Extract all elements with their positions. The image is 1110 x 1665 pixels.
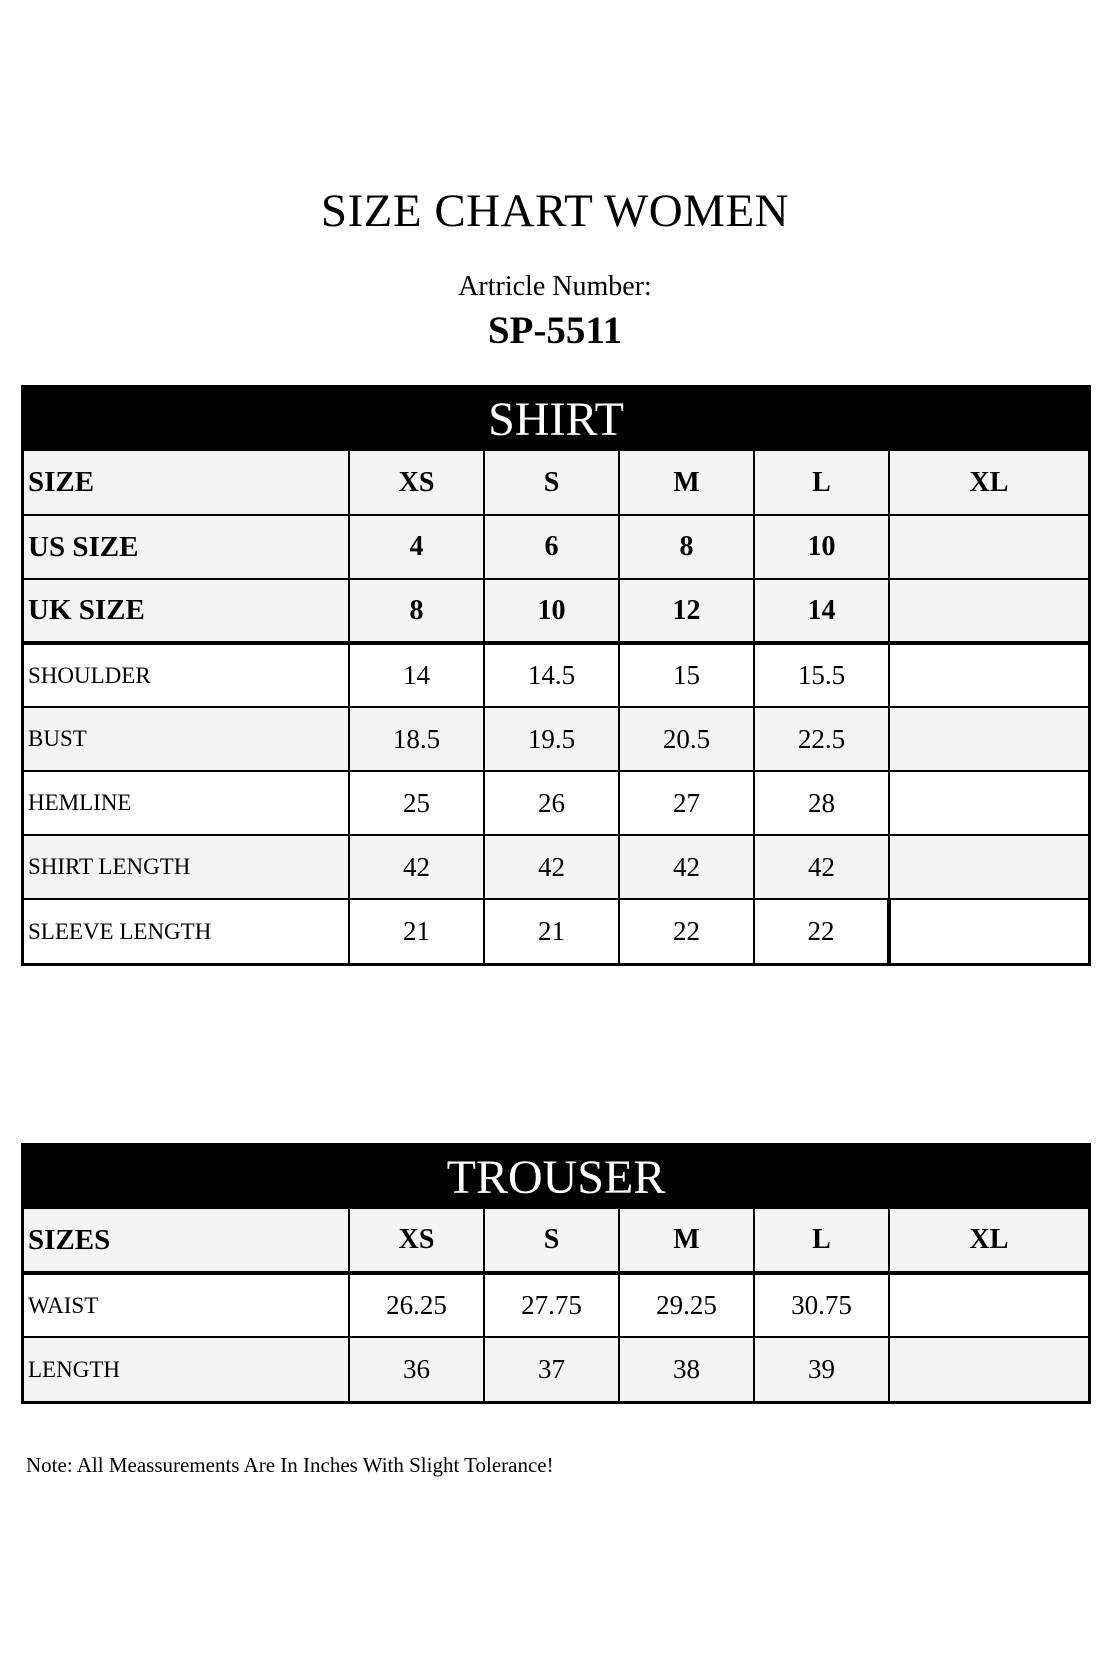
trouser-size-table bbox=[21, 1143, 1091, 1404]
table-cell: 25 bbox=[349, 771, 484, 835]
table-cell: 18.5 bbox=[349, 707, 484, 771]
table-cell: 10 bbox=[484, 579, 619, 643]
table-cell: 19.5 bbox=[484, 707, 619, 771]
shirt-section-title: SHIRT bbox=[24, 388, 1088, 451]
table-row-shoulder bbox=[24, 643, 1088, 707]
table-cell: 27 bbox=[619, 771, 754, 835]
table-cell: 15 bbox=[619, 643, 754, 707]
row-label: SIZE bbox=[24, 451, 349, 515]
table-cell: 26 bbox=[484, 771, 619, 835]
table-cell bbox=[889, 1273, 1088, 1337]
table-cell: 26.25 bbox=[349, 1273, 484, 1337]
row-label: BUST bbox=[24, 707, 349, 771]
table-cell: 29.25 bbox=[619, 1273, 754, 1337]
table-cell: 21 bbox=[484, 899, 619, 963]
table-cell: 8 bbox=[619, 515, 754, 579]
table-cell bbox=[889, 899, 1088, 963]
table-cell: 20.5 bbox=[619, 707, 754, 771]
table-cell: 6 bbox=[484, 515, 619, 579]
row-label: SIZES bbox=[24, 1209, 349, 1273]
table-cell: 42 bbox=[754, 835, 889, 899]
article-number: SP-5511 bbox=[487, 309, 623, 352]
measurement-note: Note: All Meassurements Are In Inches With Slight Tolerance! bbox=[26, 1453, 554, 1477]
row-label: US SIZE bbox=[24, 515, 349, 579]
table-cell: 42 bbox=[484, 835, 619, 899]
row-label: LENGTH bbox=[24, 1337, 349, 1401]
table-cell bbox=[889, 771, 1088, 835]
size-header-s: S bbox=[484, 451, 619, 515]
row-label: SLEEVE LENGTH bbox=[24, 899, 349, 963]
row-label: SHIRT LENGTH bbox=[24, 835, 349, 899]
table-cell: 8 bbox=[349, 579, 484, 643]
size-header-xs: XS bbox=[349, 1209, 484, 1273]
table-cell: 22.5 bbox=[754, 707, 889, 771]
row-label: UK SIZE bbox=[24, 579, 349, 643]
table-cell bbox=[889, 515, 1088, 579]
table-cell bbox=[889, 707, 1088, 771]
table-cell: 15.5 bbox=[754, 643, 889, 707]
table-cell bbox=[889, 835, 1088, 899]
table-cell bbox=[889, 1337, 1088, 1401]
size-header-l: L bbox=[754, 1209, 889, 1273]
table-cell: 22 bbox=[754, 899, 889, 963]
table-cell: 22 bbox=[619, 899, 754, 963]
size-header-m: M bbox=[619, 1209, 754, 1273]
table-row-waist bbox=[24, 1273, 1088, 1337]
table-cell bbox=[889, 579, 1088, 643]
size-header-m: M bbox=[619, 451, 754, 515]
row-label: SHOULDER bbox=[24, 643, 349, 707]
table-cell: 14.5 bbox=[484, 643, 619, 707]
table-cell: 36 bbox=[349, 1337, 484, 1401]
table-row-hemline bbox=[24, 771, 1088, 835]
row-label: WAIST bbox=[24, 1273, 349, 1337]
size-header-xl: XL bbox=[889, 451, 1088, 515]
table-cell: 37 bbox=[484, 1337, 619, 1401]
table-cell: 28 bbox=[754, 771, 889, 835]
table-cell: 39 bbox=[754, 1337, 889, 1401]
trouser-section-title: TROUSER bbox=[24, 1146, 1088, 1209]
article-number-label: Artricle Number: bbox=[458, 271, 652, 302]
table-cell: 14 bbox=[349, 643, 484, 707]
table-row-length bbox=[24, 1337, 1088, 1401]
size-header-l: L bbox=[754, 451, 889, 515]
table-cell: 12 bbox=[619, 579, 754, 643]
table-cell bbox=[889, 643, 1088, 707]
table-cell: 10 bbox=[754, 515, 889, 579]
table-row-us-size bbox=[24, 515, 1088, 579]
table-cell: 38 bbox=[619, 1337, 754, 1401]
row-label: HEMLINE bbox=[24, 771, 349, 835]
table-row-shirt-length bbox=[24, 835, 1088, 899]
page-title: SIZE CHART WOMEN bbox=[320, 185, 790, 237]
table-cell: 42 bbox=[349, 835, 484, 899]
table-cell: 42 bbox=[619, 835, 754, 899]
size-header-xs: XS bbox=[349, 451, 484, 515]
table-cell: 14 bbox=[754, 579, 889, 643]
table-row-bust bbox=[24, 707, 1088, 771]
table-cell: 30.75 bbox=[754, 1273, 889, 1337]
size-header-s: S bbox=[484, 1209, 619, 1273]
table-row-size bbox=[24, 451, 1088, 515]
shirt-size-table bbox=[21, 385, 1091, 966]
table-row-sleeve-length bbox=[24, 899, 1088, 963]
size-header-xl: XL bbox=[889, 1209, 1088, 1273]
table-row-uk-size bbox=[24, 579, 1088, 643]
table-cell: 4 bbox=[349, 515, 484, 579]
table-cell: 27.75 bbox=[484, 1273, 619, 1337]
table-cell: 21 bbox=[349, 899, 484, 963]
table-row-sizes bbox=[24, 1209, 1088, 1273]
